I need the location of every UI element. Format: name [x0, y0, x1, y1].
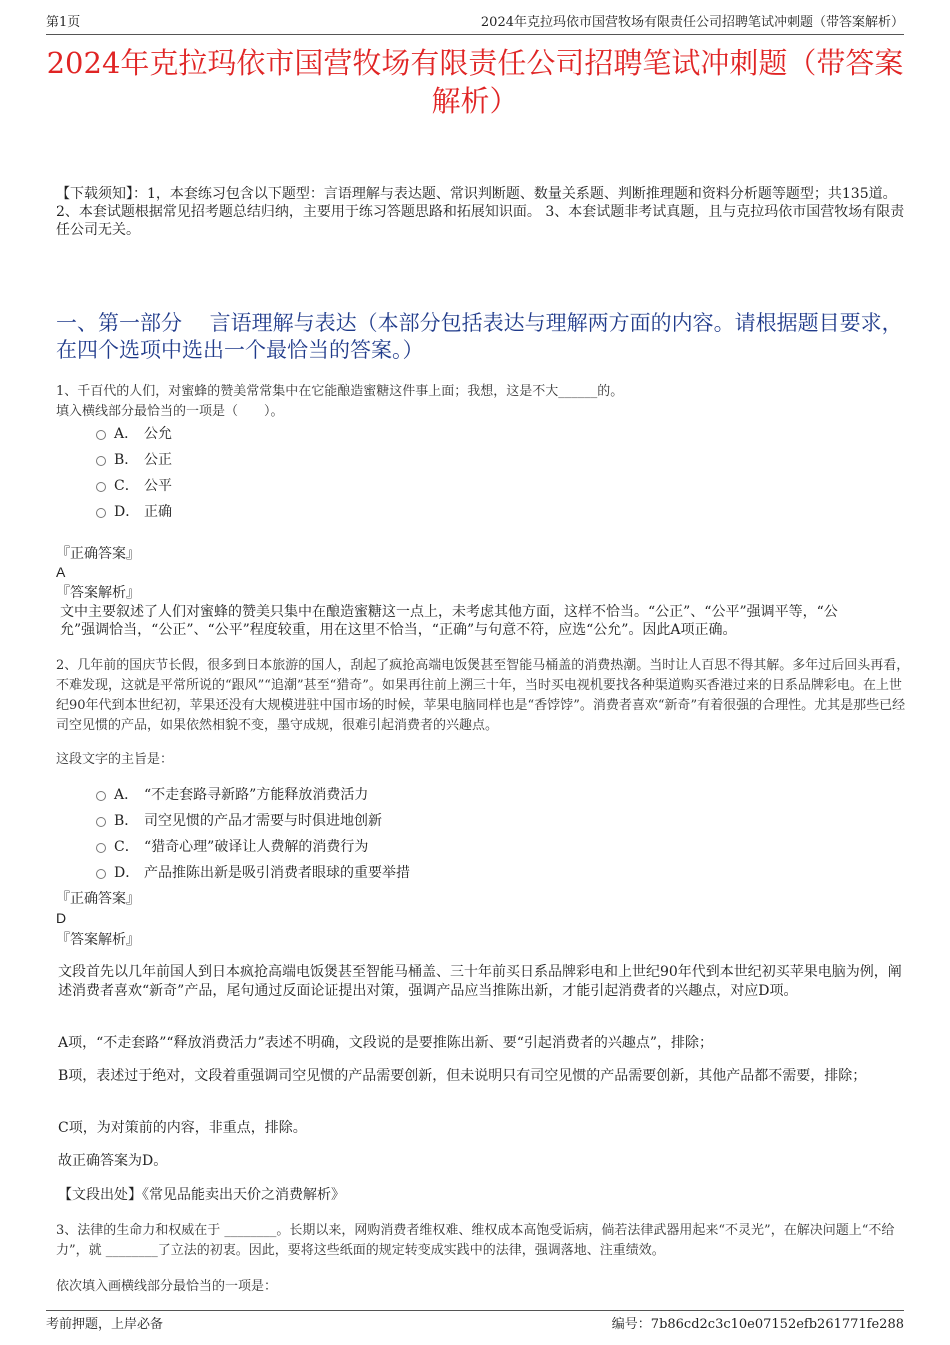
page-number: 第1页 [46, 15, 81, 30]
question-3-prompt: 依次填入画横线部分最恰当的一项是： [56, 1279, 278, 1294]
question-2-source: 【文段出处】《常见品能卖出天价之消费解析》 [58, 1187, 345, 1203]
option-a[interactable]: A． “不走套路寻新路”方能释放消费活力 [96, 782, 410, 808]
option-a[interactable]: A． 公允 [96, 421, 172, 447]
correct-answer-label: 『正确答案』 [56, 891, 140, 907]
question-2-analysis-paragraph: 故正确答案为D。 [58, 1153, 168, 1169]
radio-icon[interactable] [96, 791, 106, 801]
radio-icon[interactable] [96, 843, 106, 853]
radio-icon[interactable] [96, 456, 106, 466]
question-2-analysis-paragraph: C项，为对策前的内容，非重点，排除。 [58, 1120, 307, 1136]
question-2-analysis-paragraph: 文段首先以几年前国人到日本疯抢高端电饭煲甚至智能马桶盖、三十年前买日系品牌彩电和上世纪90年代到本世纪初买苹果电脑为例，阐述消费者喜欢“新奇”产品，尾句通过反面论证提出对策，强调产品应当推陈出新，才能引起消费者的兴趣点，对应D项。 [58, 964, 902, 999]
question-1-prompt: 填入横线部分最恰当的一项是（ ）。 [56, 404, 284, 419]
radio-icon[interactable] [96, 869, 106, 879]
analysis-label: 『答案解析』 [56, 932, 140, 948]
question-1-options [96, 421, 172, 525]
download-notice: 【下载须知】：1，本套练习包含以下题型：言语理解与表达题、常识判断题、数量关系题、判断推理题和资料分析题等题型；共135道。 2、本套试题根据常见招考题总结归纳，主要用于练习答题思路和拓展知识面。 3、本套试题非考试真题，且与克拉玛依市国营牧场有限责任公司无关。 [56, 186, 905, 238]
analysis-label: 『答案解析』 [56, 585, 140, 601]
option-c[interactable]: C． “猎奇心理”破译让人费解的消费行为 [96, 834, 410, 860]
radio-icon[interactable] [96, 482, 106, 492]
page-footer [46, 1310, 904, 1332]
question-3-stem: 3、法律的生命力和权威在于 ________。长期以来，网购消费者维权难、维权成本高饱受诟病，倘若法律武器用起来“不灵光”，在解决问题上“不给力”，就 ________了立法的初衷。因此，要将这些纸面的规定转变成实践中的法律，强调落地、注重绩效。 [56, 1223, 895, 1258]
question-1-stem: 1、千百代的人们，对蜜蜂的赞美常常集中在它能酿造蜜糖这件事上面；我想，这是不大______的。 [56, 384, 624, 399]
page-title: 2024年克拉玛依市国营牧场有限责任公司招聘笔试冲刺题（带答案解析） [46, 46, 904, 118]
correct-answer-label: 『正确答案』 [56, 546, 140, 562]
footer-doc-id: 编号：7b86cd2c3c10e07152efb261771fe288 [611, 1317, 904, 1332]
option-c[interactable]: C． 公平 [96, 473, 172, 499]
header-doc-title: 2024年克拉玛依市国营牧场有限责任公司招聘笔试冲刺题（带答案解析） [480, 15, 904, 30]
question-2-prompt: 这段文字的主旨是： [56, 752, 174, 767]
question-2-options [96, 782, 410, 886]
question-2-analysis-paragraph: A项，“不走套路”“释放消费活力”表述不明确，文段说的是要推陈出新、要“引起消费者的兴趣点”，排除； [58, 1035, 714, 1051]
radio-icon[interactable] [96, 508, 106, 518]
question-2-analysis-paragraph: B项，表述过于绝对，文段着重强调司空见惯的产品需要创新，但未说明只有司空见惯的产品需要创新，其他产品都不需要，排除； [58, 1068, 867, 1084]
question-2-stem: 2、几年前的国庆节长假，很多到日本旅游的国人，刮起了疯抢高端电饭煲甚至智能马桶盖的消费热潮。当时让人百思不得其解。多年过后回头再看，不难发现，这就是平常所说的“跟风”“追潮”甚至“猎奇”。如果再往前上溯三十年，当时买电视机要找各种渠道购买香港过来的日系品牌彩电。在上世纪90年代到本世纪初，苹果还没有大规模进驻中国市场的时候，苹果电脑同样也是“香饽饽”。消费者喜欢“新奇”有着很强的合理性。尤其是那些已经司空见惯的产品，如果依然相貌不变，墨守成规，很难引起消费者的兴趣点。 [56, 658, 910, 733]
section-title: 一、第一部分 言语理解与表达（本部分包括表达与理解两方面的内容。请根据题目要求，在四个选项中选出一个最恰当的答案。） [56, 311, 903, 362]
option-d[interactable]: D． 正确 [96, 499, 172, 525]
radio-icon[interactable] [96, 430, 106, 440]
footer-slogan: 考前押题，上岸必备 [46, 1317, 164, 1332]
option-b[interactable]: B． 司空见惯的产品才需要与时俱进地创新 [96, 808, 410, 834]
question-2-answer: D [56, 910, 67, 926]
page-header [46, 14, 904, 35]
question-1-answer: A [56, 564, 66, 580]
option-b[interactable]: B． 公正 [96, 447, 172, 473]
question-1-explanation: 文中主要叙述了人们对蜜蜂的赞美只集中在酿造蜜糖这一点上，未考虑其他方面，这样不恰当。“公正”、“公平”强调平等，“公允”强调恰当，“公正”、“公平”程度较重，用在这里不恰当，“正确”与句意不符，应选“公允”。因此A项正确。 [60, 604, 838, 638]
option-d[interactable]: D． 产品推陈出新是吸引消费者眼球的重要举措 [96, 860, 410, 886]
radio-icon[interactable] [96, 817, 106, 827]
